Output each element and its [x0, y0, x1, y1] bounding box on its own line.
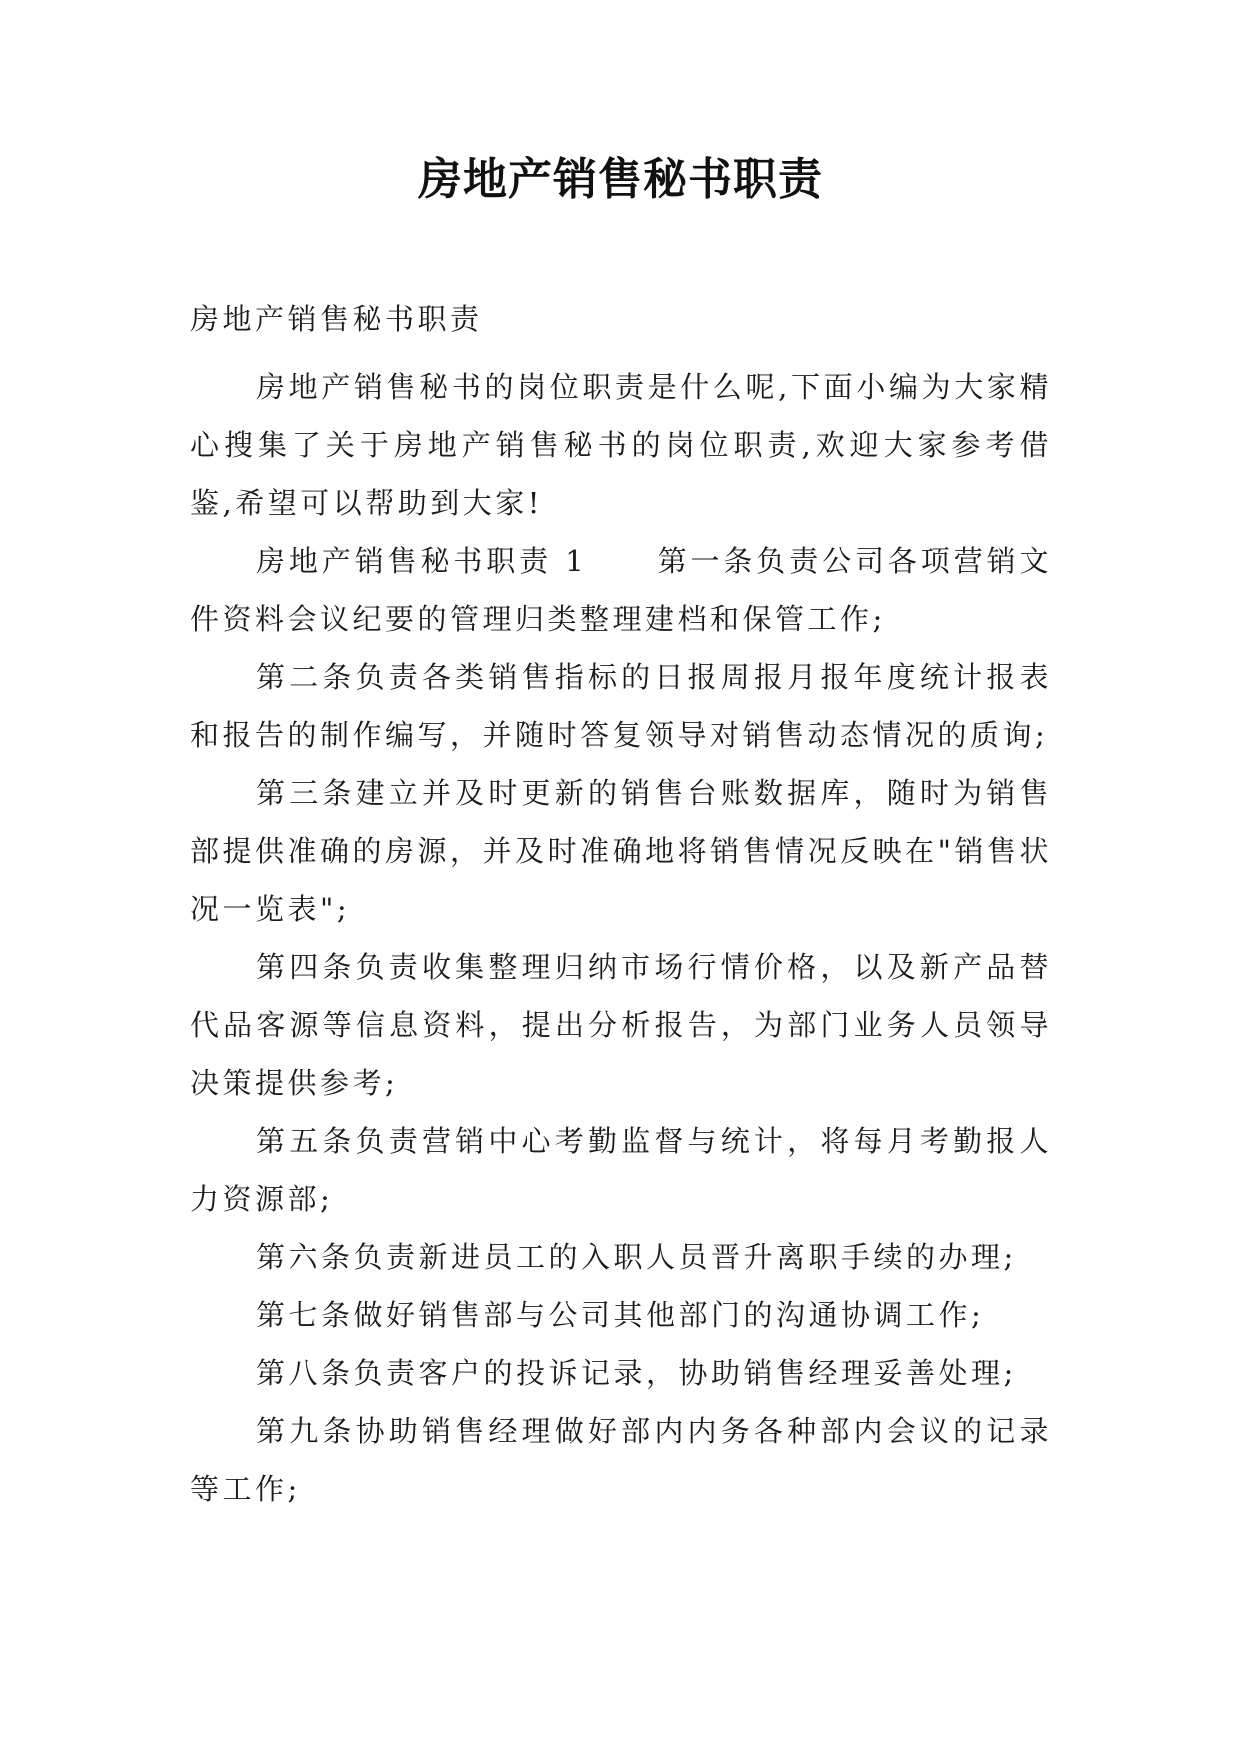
document-title: 房地产销售秘书职责	[418, 154, 823, 205]
article-paragraph-2: 第二条负责各类销售指标的日报周报月报年度统计报表和报告的制作编写，并随时答复领导对销售动态情况的质询;	[190, 660, 1052, 752]
article-paragraph-5: 第五条负责营销中心考勤监督与统计，将每月考勤报人力资源部;	[190, 1124, 1052, 1216]
article-paragraph-6: 第六条负责新进员工的入职人员晋升离职手续的办理;	[256, 1240, 1017, 1274]
document-subtitle: 房地产销售秘书职责	[190, 302, 483, 336]
article-paragraph-9: 第九条协助销售经理做好部内内务各种部内会议的记录等工作;	[190, 1414, 1052, 1506]
article-paragraph-1	[190, 532, 1052, 648]
article-1-text: 第一条负责公司各项营销文件资料会议纪要的管理归类整理建档和保管工作;	[190, 544, 1052, 636]
document-body	[190, 290, 1052, 1518]
intro-paragraph: 房地产销售秘书的岗位职责是什么呢,下面小编为大家精心搜集了关于房地产销售秘书的岗位职责,欢迎大家参考借鉴,希望可以帮助到大家!	[190, 370, 1052, 520]
article-paragraph-7: 第七条做好销售部与公司其他部门的沟通协调工作;	[256, 1298, 985, 1332]
article-paragraph-3: 第三条建立并及时更新的销售台账数据库，随时为销售部提供准确的房源，并及时准确地将销售情况反映在"销售状况一览表";	[190, 776, 1052, 926]
section-heading: 房地产销售秘书职责 1	[256, 544, 588, 578]
article-paragraph-8: 第八条负责客户的投诉记录，协助销售经理妥善处理;	[256, 1356, 1017, 1390]
article-paragraph-4: 第四条负责收集整理归纳市场行情价格，以及新产品替代品客源等信息资料，提出分析报告，为部门业务人员领导决策提供参考;	[190, 950, 1052, 1100]
